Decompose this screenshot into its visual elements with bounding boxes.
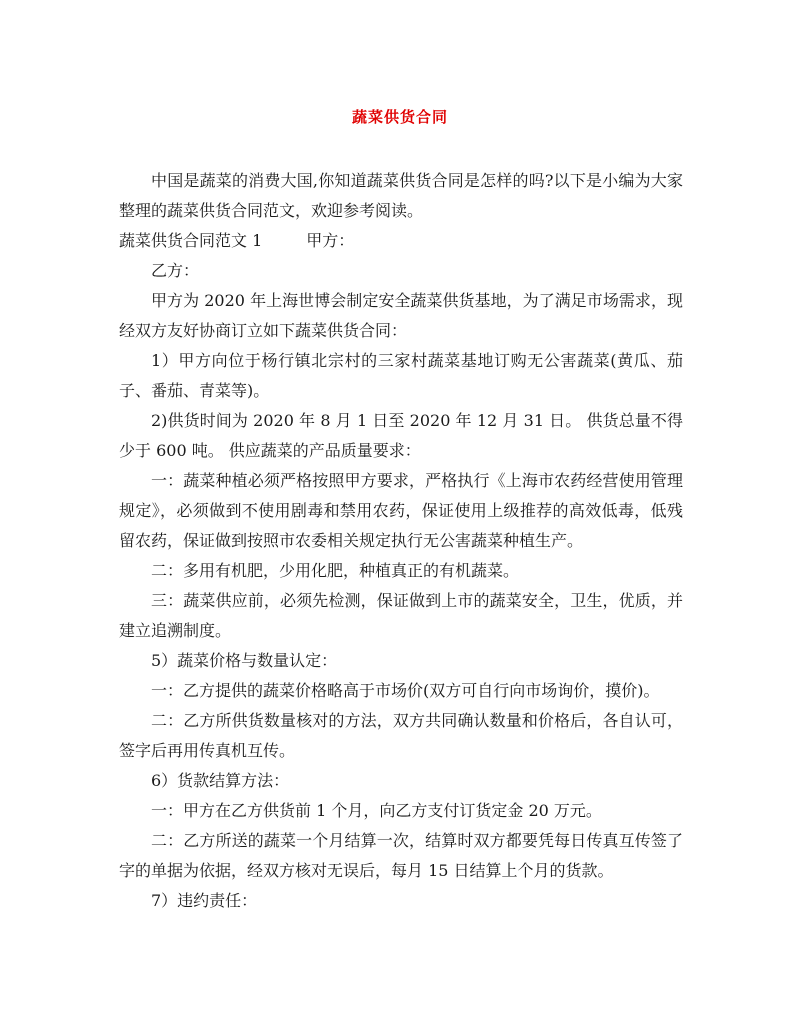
sample-heading-line <box>119 226 683 256</box>
document-title: 蔬菜供货合同 <box>351 108 448 126</box>
party-b-label: 乙方： <box>151 261 200 280</box>
paragraph-11: 一：甲方在乙方供货前 1 个月，向乙方支付订货定金 20 万元。 <box>151 801 602 820</box>
paragraph-5: 二：多用有机肥，少用化肥，种植真正的有机蔬菜。 <box>151 561 520 580</box>
party-a-label: 甲方： <box>306 231 355 250</box>
paragraph-6: 三：蔬菜供应前，必须先检测，保证做到上市的蔬菜安全，卫生，优质，并建立追溯制度。 <box>119 591 683 640</box>
paragraph-13: 7）违约责任： <box>151 891 258 910</box>
intro-paragraph: 中国是蔬菜的消费大国,你知道蔬菜供货合同是怎样的吗?以下是小编为大家整理的蔬菜供货合同范文，欢迎参考阅读。 <box>119 171 683 220</box>
paragraph-8: 一：乙方提供的蔬菜价格略高于市场价(双方可自行向市场询价，摸价)。 <box>151 681 660 700</box>
paragraph-9: 二：乙方所供货数量核对的方法，双方共同确认数量和价格后，各自认可，签字后再用传真机互传。 <box>119 711 683 760</box>
paragraph-2: 1）甲方向位于杨行镇北宗村的三家村蔬菜基地订购无公害蔬菜(黄瓜、茄子、番茄、青菜等)。 <box>119 351 683 400</box>
paragraph-4: 一：蔬菜种植必须严格按照甲方要求，严格执行《上海市农药经营使用管理规定》，必须做到不使用剧毒和禁用农药，保证使用上级推荐的高效低毒，低残留农药，保证做到按照市农委相关规定执行无公害蔬菜种植生产。 <box>119 471 683 550</box>
paragraph-1: 甲方为 2020 年上海世博会制定安全蔬菜供货基地，为了满足市场需求，现经双方友好协商订立如下蔬菜供货合同： <box>119 291 683 340</box>
paragraph-3: 2)供货时间为 2020 年 8 月 1 日至 2020 年 12 月 31 日。 供货总量不得少于 600 吨。 供应蔬菜的产品质量要求： <box>119 411 683 460</box>
sample-heading: 蔬菜供货合同范文 1 <box>119 231 263 250</box>
paragraph-7: 5）蔬菜价格与数量认定： <box>151 651 338 670</box>
paragraph-10: 6）货款结算方法： <box>151 771 290 790</box>
document-body <box>119 166 683 916</box>
paragraph-12: 二：乙方所送的蔬菜一个月结算一次，结算时双方都要凭每日传真互传签了字的单据为依据，经双方核对无误后，每月 15 日结算上个月的货款。 <box>119 831 683 880</box>
